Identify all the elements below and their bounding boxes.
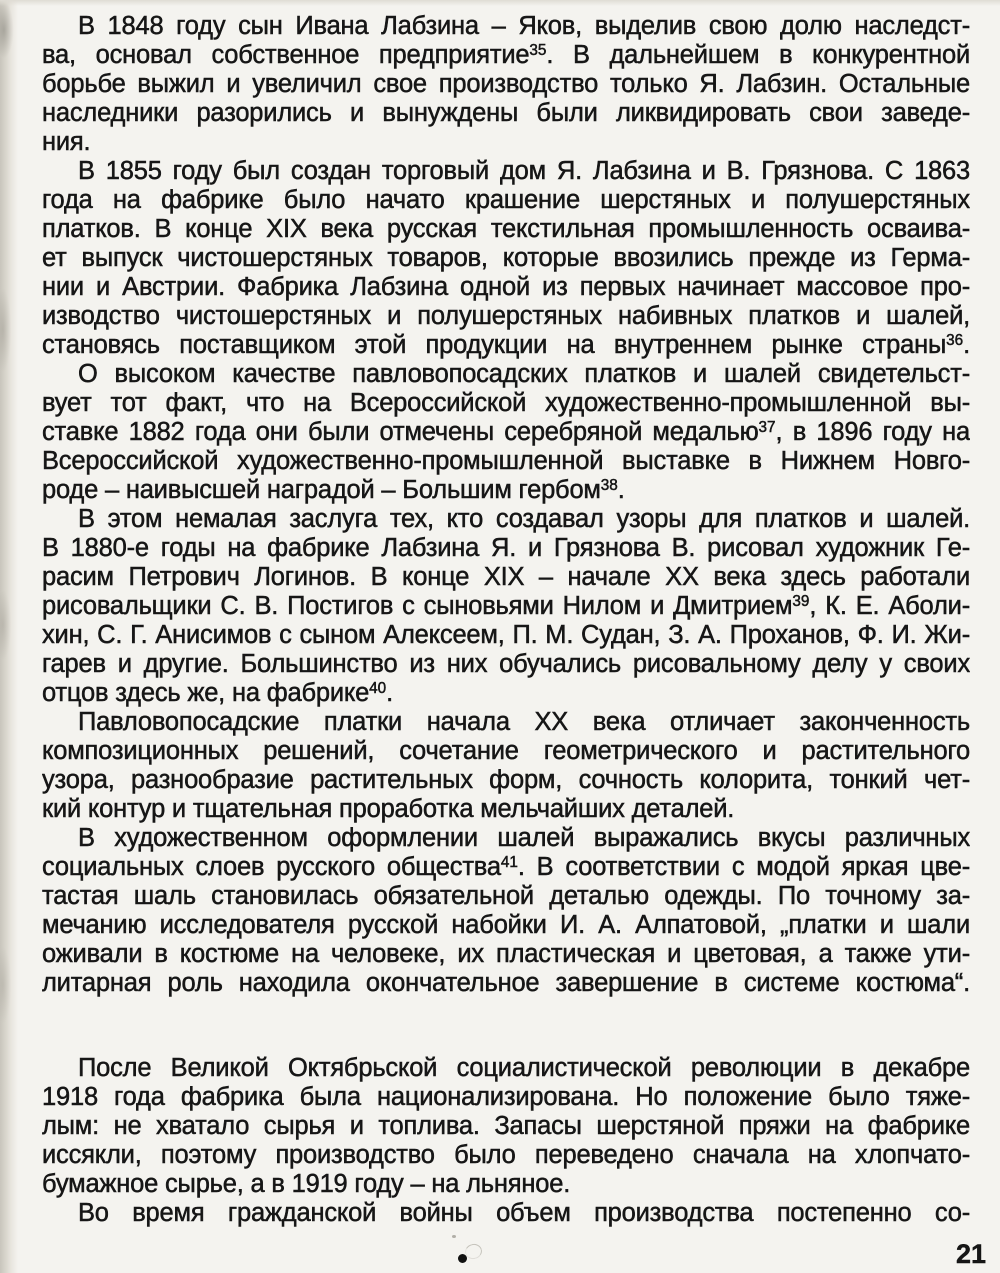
text-line (42, 1112, 970, 1141)
text-run: гарев и другие. Большинство из них обучались рисовальному делу у своих (42, 650, 970, 678)
text-run: О высоком качестве павловопосадских платков и шалей свидетельст- (78, 360, 970, 388)
text-run: расим Петрович Логинов. В конце XIX – начале XX века здесь работали (42, 563, 970, 591)
text-line (42, 679, 970, 708)
text-run: отцов здесь же, на фабрике (42, 679, 370, 707)
text-line (42, 737, 970, 766)
text-run: . (617, 476, 625, 504)
text-run: кий контур и тщательная проработка мельчайших деталей. (42, 795, 735, 823)
text-run: лым: не хватало сырья и топлива. Запасы шерстяной пряжи на фабрике (42, 1112, 970, 1140)
text-run: тастая шаль становилась обязательной деталью одежды. По точному за- (42, 882, 970, 910)
footnote-ref: 40 (369, 680, 387, 698)
text-run: ния. (42, 128, 91, 156)
text-run: года на фабрике было начато крашение шерстяных и полушерстяных (42, 186, 970, 214)
text-line (42, 476, 970, 505)
text-line (42, 534, 970, 563)
text-line (42, 1141, 970, 1170)
text-run: платков. В конце XIX века русская текстильная промышленность осваива- (42, 215, 970, 243)
footnote-ref: 36 (946, 332, 964, 350)
scan-edge-top-artifact (0, 0, 1000, 6)
text-line (42, 1170, 970, 1199)
text-line (42, 911, 970, 940)
text-run: . В соответствии с модой яркая цве- (517, 853, 970, 881)
text-line (42, 766, 970, 795)
text-run: В 1848 году сын Ивана Лабзина – Яков, выделив свою долю наследст- (78, 12, 970, 40)
page-text (42, 12, 970, 1228)
text-line (42, 940, 970, 969)
scan-speck (452, 1235, 456, 1238)
text-line (42, 853, 970, 882)
text-run: композиционных решений, сочетание геометрического и растительного (42, 737, 970, 765)
text-run: изводство чистошерстяных и полушерстяных набивных платков и шалей, (42, 302, 970, 330)
text-run: Во время гражданской войны объем производства постепенно со- (78, 1199, 970, 1227)
text-run: литарная роль находила окончательное завершение в системе костюма“. (42, 969, 970, 997)
text-line (42, 244, 970, 273)
text-line (42, 157, 970, 186)
text-line (42, 969, 970, 998)
page-number: 21 (955, 1239, 986, 1269)
text-run: , К. Е. Аболи- (809, 592, 970, 620)
footnote-ref: 35 (529, 42, 547, 60)
text-line (42, 273, 970, 302)
text-line (42, 592, 970, 621)
text-run: Павловопосадские платки начала XX века отличает законченность (78, 708, 970, 736)
text-line (42, 447, 970, 476)
text-line (42, 360, 970, 389)
text-run: борьбе выжил и увеличил свое производство только Я. Лабзин. Остальные (42, 70, 970, 98)
text-run: социальных слоев русского общества (42, 853, 501, 881)
text-line (42, 302, 970, 331)
text-run: . (386, 679, 394, 707)
text-run: бумажное сырье, а в 1919 году – на льняное. (42, 1170, 571, 1198)
text-line (42, 99, 970, 128)
text-run: , в 1896 году на (775, 418, 970, 446)
text-run: хин, С. Г. Анисимов с сыном Алексеем, П. М. Судан, З. А. Проханов, Ф. И. Жи- (42, 621, 970, 649)
scan-edge-artifact (0, 0, 18, 1273)
text-line (42, 215, 970, 244)
text-run: В художественном оформлении шалей выражались вкусы различных (78, 824, 970, 852)
text-line (42, 1054, 970, 1083)
text-line (42, 1199, 970, 1228)
text-line (42, 650, 970, 679)
text-line (42, 505, 970, 534)
text-line (42, 41, 970, 70)
paragraph (42, 157, 970, 360)
footnote-ref: 39 (792, 593, 810, 611)
text-run: наследники разорились и вынуждены были ликвидировать свои заведе- (42, 99, 970, 127)
paragraph (42, 1054, 970, 1199)
text-line (42, 70, 970, 99)
text-run: иссякли, поэтому производство было переведено сначала на хлопчато- (42, 1141, 970, 1169)
text-run: ставке 1882 года они были отмечены серебряной медалью (42, 418, 759, 446)
text-run: оживали в костюме на человеке, их пластическая и цветовая, а также ути- (42, 940, 970, 968)
text-line (42, 128, 970, 157)
text-run: В 1880-е годы на фабрике Лабзина Я. и Грязнова В. рисовал художник Ге- (42, 534, 970, 562)
text-run: В 1855 году был создан торговый дом Я. Лабзина и В. Грязнова. С 1863 (78, 157, 970, 185)
ink-dot (458, 1254, 467, 1263)
text-run: становясь поставщиком этой продукции на внутреннем рынке страны (42, 331, 947, 359)
footnote-ref: 38 (600, 477, 618, 495)
footnote-ref: 37 (758, 419, 776, 437)
paragraph (42, 708, 970, 824)
text-run: роде – наивысшей наградой – Большим гербом (42, 476, 601, 504)
text-run: . В дальнейшем в конкурентной (546, 41, 970, 69)
text-run: вует тот факт, что на Всероссийской художественно-промышленной вы- (42, 389, 970, 417)
paragraph (42, 12, 970, 157)
paragraph (42, 505, 970, 708)
text-run: Всероссийской художественно-промышленной выставке в Нижнем Новго- (42, 447, 970, 475)
text-run: 1918 года фабрика была национализирована. Но положение было тяже- (42, 1083, 970, 1111)
text-run: В этом немалая заслуга тех, кто создавал узоры для платков и шалей. (78, 505, 970, 533)
text-run: ва, основал собственное предприятие (42, 41, 530, 69)
text-run: рисовальщики С. В. Постигов с сыновьями Нилом и Дмитрием (42, 592, 793, 620)
paragraph (42, 360, 970, 505)
text-line (42, 12, 970, 41)
text-run: ет выпуск чистошерстяных товаров, которые ввозились прежде из Герма- (42, 244, 970, 272)
text-line (42, 563, 970, 592)
text-line (42, 418, 970, 447)
text-run: узора, разнообразие растительных форм, сочность колорита, тонкий чет- (42, 766, 970, 794)
text-run: мечанию исследователя русской набойки И. А. Алпатовой, „платки и шали (42, 911, 970, 939)
text-line (42, 621, 970, 650)
text-line (42, 331, 970, 360)
text-run: После Великой Октябрьской социалистической революции в декабре (78, 1054, 970, 1082)
text-line (42, 389, 970, 418)
text-line (42, 824, 970, 853)
text-run: . (963, 331, 970, 359)
text-line (42, 795, 970, 824)
text-run: нии и Австрии. Фабрика Лабзина одной из первых начинает массовое про- (42, 273, 970, 301)
text-line (42, 708, 970, 737)
paragraph (42, 1199, 970, 1228)
text-line (42, 882, 970, 911)
paragraph (42, 824, 970, 998)
text-line (42, 1083, 970, 1112)
text-line (42, 186, 970, 215)
footnote-ref: 41 (500, 854, 518, 872)
